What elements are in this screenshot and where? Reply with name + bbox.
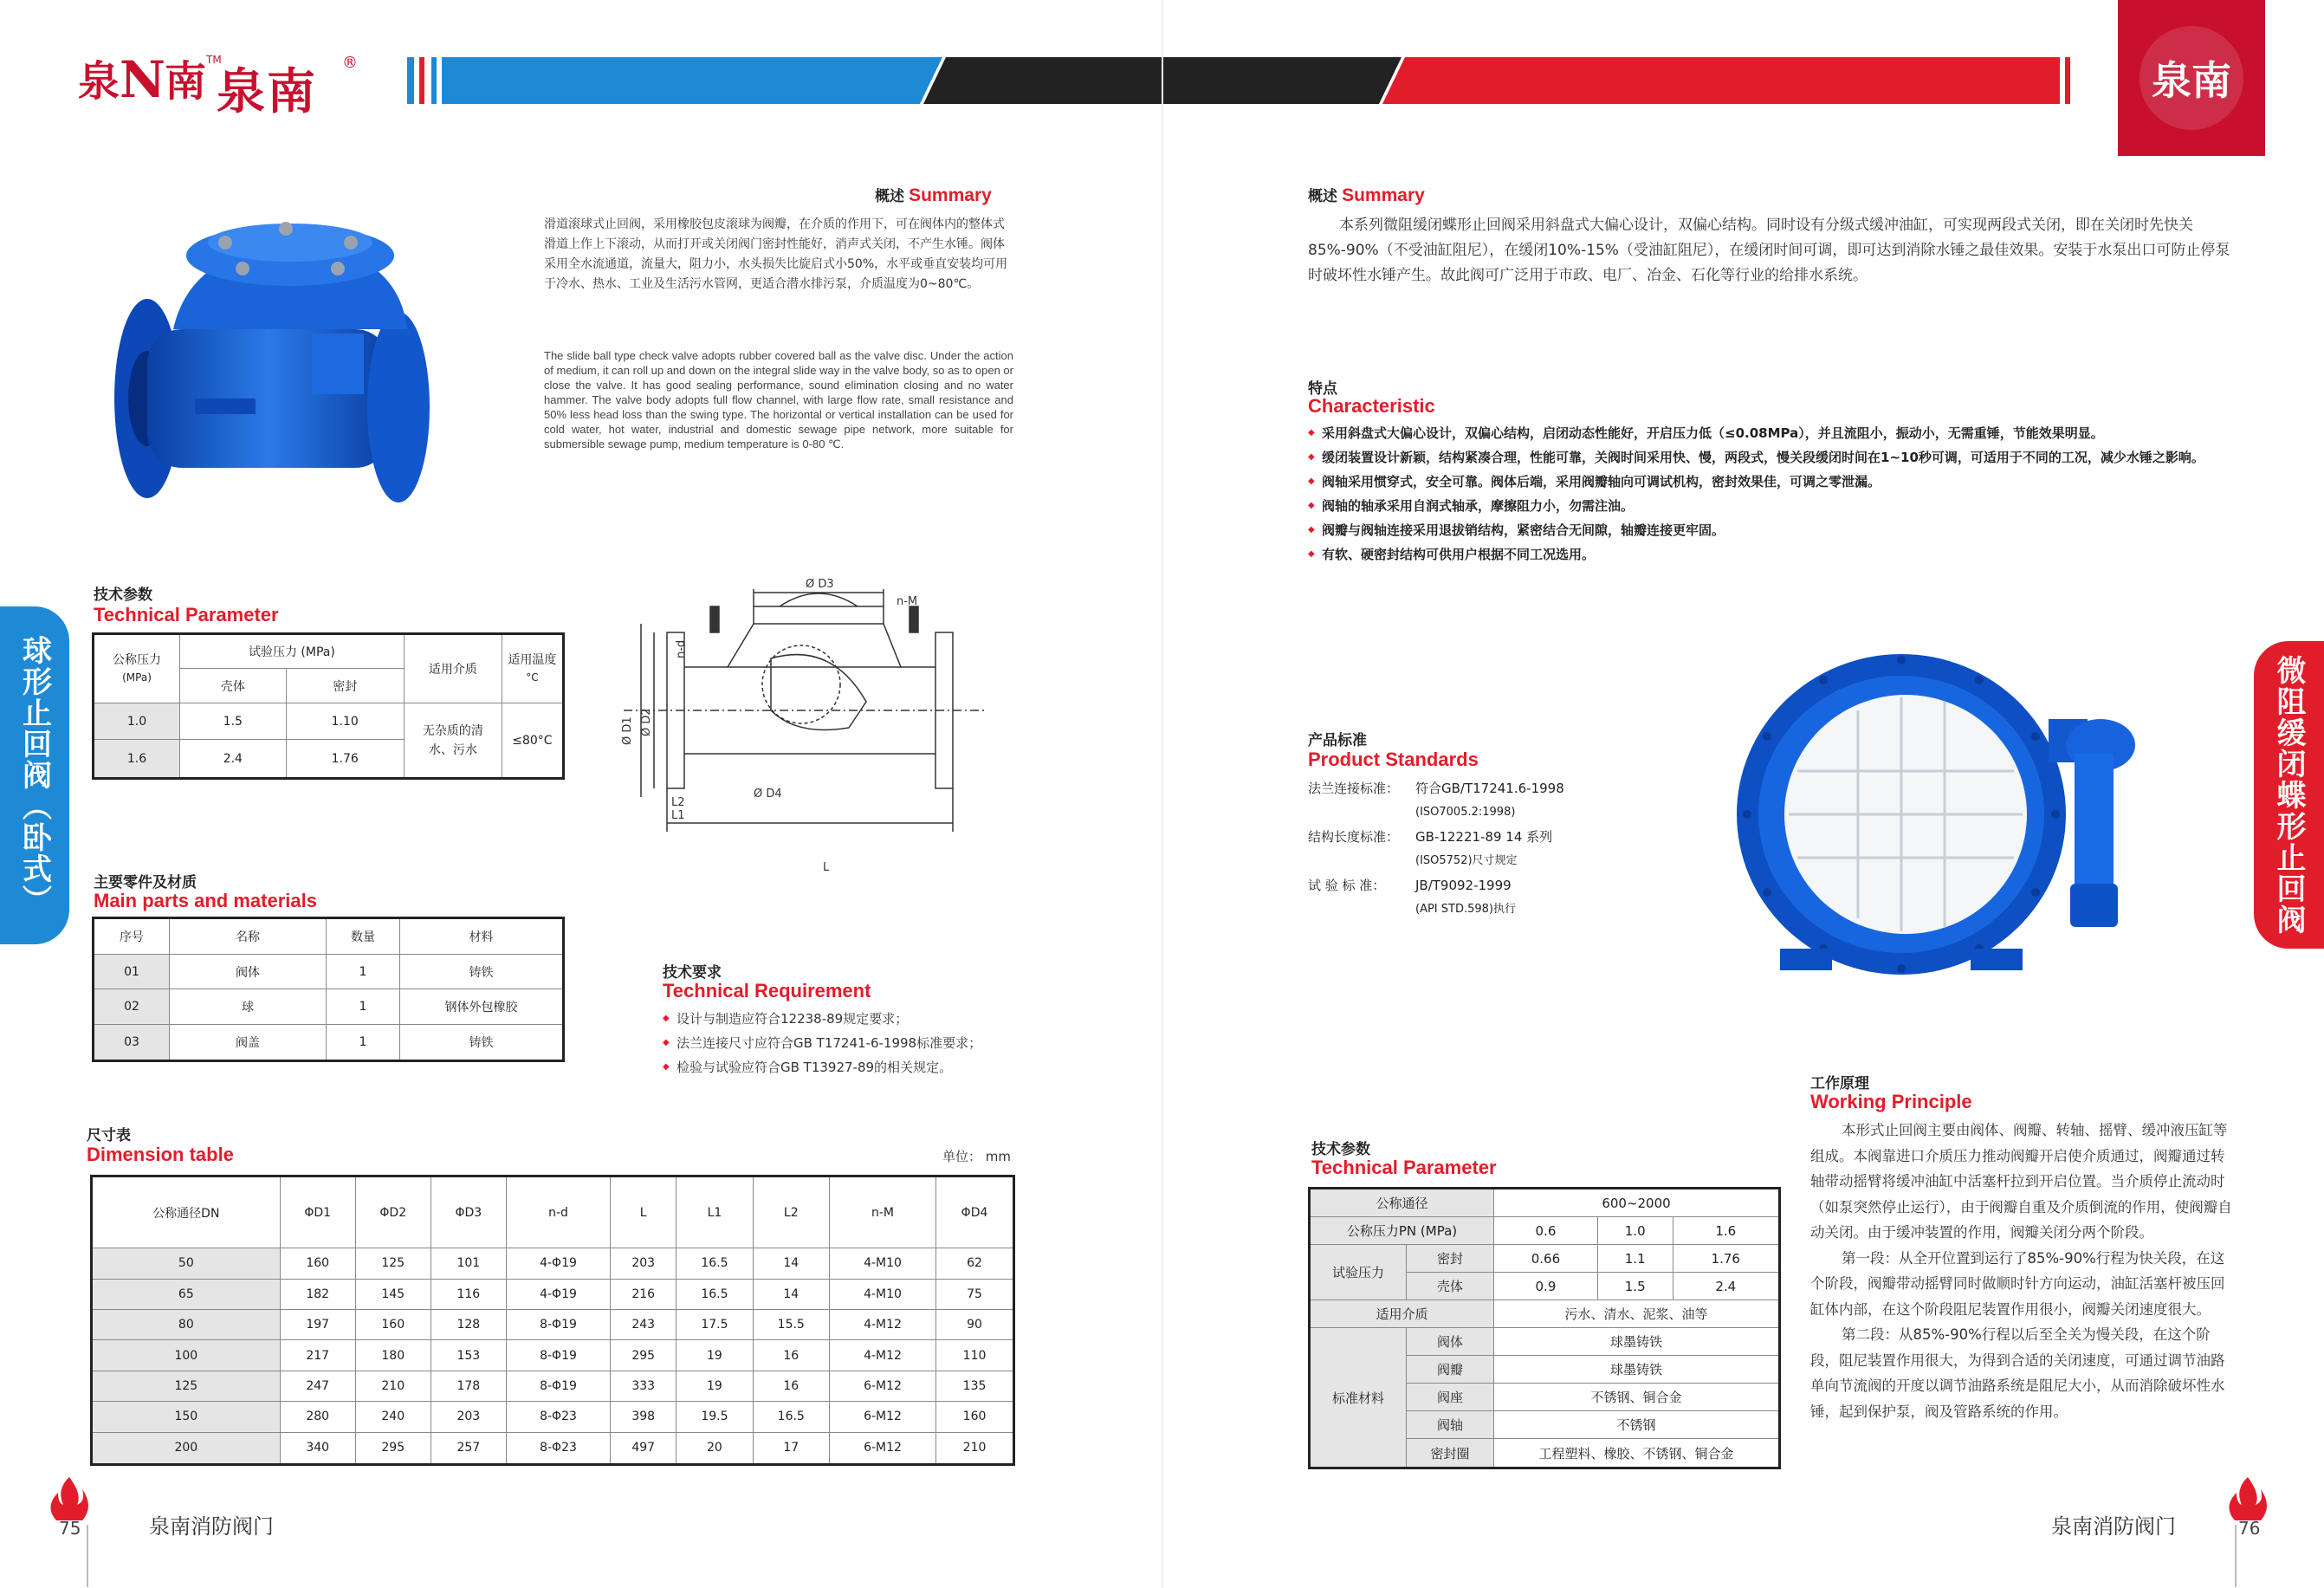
reg-mark: ®: [342, 54, 358, 72]
table-row: [92, 1432, 1014, 1465]
left-side-tab-label: 球形止回阀（卧式）: [16, 635, 52, 916]
list-item: 结构长度标准： GB-12221-89 14 系列: [1308, 829, 1553, 845]
table-row: 03 阀盖 1 铸铁: [94, 1024, 564, 1060]
right-tech-param-title-en: Technical Parameter: [1311, 1157, 1497, 1178]
label-d2: Ø D2: [640, 708, 653, 736]
table-cell: 178: [430, 1371, 506, 1401]
list-item: ◆ 设计与制造应符合12238-89规定要求；: [663, 1007, 981, 1031]
table-cell: 8-Φ19: [506, 1340, 610, 1371]
table-cell: 65: [92, 1279, 281, 1309]
th-temp: 适用温度 °C: [502, 634, 563, 703]
characteristic-title-en: Characteristic: [1308, 395, 1435, 417]
standards-list: [1308, 776, 1564, 922]
list-item: ◆ 法兰连接尺寸应符合GB T17241-6-1998标准要求；: [663, 1031, 981, 1055]
characteristic-title-zh: 特点: [1308, 380, 1337, 398]
table-cell: 182: [280, 1279, 355, 1309]
table-row: [92, 1310, 1014, 1340]
list-item: ◆ 阀轴的轴承采用自润式轴承，摩擦阻力小，勿需注油。: [1308, 494, 2235, 518]
temp-cell: ≤80°C: [502, 703, 563, 779]
table-cell: 100: [92, 1340, 281, 1371]
table-cell: 110: [936, 1340, 1014, 1371]
table-row: [92, 1371, 1014, 1401]
table-cell: 80: [92, 1310, 281, 1340]
characteristic-list: [1308, 421, 2235, 567]
left-footer-text: 泉南消防阀门: [149, 1514, 274, 1539]
table-row: [92, 1279, 1014, 1309]
list-item: ◆ 检验与试验应符合GB T13927-89的相关规定。: [663, 1055, 981, 1079]
left-tech-param-title-en: Technical Parameter: [94, 604, 279, 625]
table-cell: 6-M12: [829, 1432, 935, 1465]
left-summary-text-en: The slide ball type check valve adopts rubber covered ball as the valve disc. Under the action of medium, it can roll up and down on the integral slide way in the valve body, so as to open or close the valve. It has good sealing performance, sound elimination closing and no water hammer. The valve body adopts full flow channel, with large flow rate, small resistance and 50% less head loss than the swing type. The horizontal or vertical installation can be used for cold water, hot water, industrial and domestic sewage pipe network, more suitable for submersible sewage pump, medium temperature is 0-80 ℃.: [544, 349, 1013, 450]
table-cell: 4-Φ19: [506, 1279, 610, 1309]
right-tech-param-table: 公称通径 600~2000 公称压力PN (MPa) 0.6 1.0 1.6 试验压力 密封 0.66 1.1 1.76 壳体 0.9 1.5 2.4 适用介质 污水、清水、泥浆、油等 标准材料 阀体 球墨铸铁 阀瓣 球墨铸铁 阀座 不锈钢、铜合金 阀轴 不锈钢 密封圈 工程塑料、橡胶、不锈钢、铜合金: [1308, 1187, 1781, 1469]
table-cell: 497: [611, 1432, 676, 1465]
svg-text:泉: 泉: [78, 57, 120, 106]
table-cell: 8-Φ23: [506, 1402, 610, 1432]
table-cell: 125: [355, 1248, 430, 1279]
table-cell: 14: [753, 1279, 829, 1309]
th-seal: 密封: [286, 669, 404, 703]
table-cell: 153: [430, 1340, 506, 1371]
valve-section-drawing: [606, 572, 987, 884]
table-cell: 247: [280, 1371, 355, 1401]
list-item: ◆ 缓闭装置设计新颖，结构紧凑合理，性能可靠，关阀时间采用快、慢，两段式，慢关段缓闭时间在1~10秒可调，可适用于不同的工况，减少水锤之影响。: [1308, 445, 2235, 470]
principle-title-zh: 工作原理: [1810, 1075, 1869, 1092]
requirement-title-en: Technical Requirement: [663, 980, 871, 1001]
table-row: [92, 1248, 1014, 1279]
list-item: (ISO7005.2:1998): [1415, 806, 1516, 819]
table-cell: 17.5: [676, 1310, 753, 1340]
left-side-tab: [0, 606, 69, 944]
table-cell: 125: [92, 1371, 281, 1401]
th-test: 试验压力 (MPa): [180, 634, 405, 669]
table-cell: 197: [280, 1310, 355, 1340]
table-cell: 150: [92, 1402, 281, 1432]
table-cell: 160: [355, 1310, 430, 1340]
table-cell: 200: [92, 1432, 281, 1465]
principle-para: 第一段：从全开位置到运行了85%-90%行程为快关段，在这个阶段，阀瓣带动摇臂同时做顺时针方向运动，油缸活塞杆被压回缸体内部，在这个阶段阻尼装置作用很小，阀瓣关闭速度很大。: [1810, 1249, 2225, 1318]
brand-logo-text: 泉南: [217, 64, 317, 120]
table-cell: 62: [936, 1248, 1014, 1279]
table-cell: 257: [430, 1432, 506, 1465]
table-cell: 4-M10: [829, 1248, 935, 1279]
table-cell: 210: [355, 1371, 430, 1401]
dimension-title-en: Dimension table: [87, 1144, 234, 1165]
parts-title-en: Main parts and materials: [94, 890, 317, 911]
table-cell: 333: [611, 1371, 676, 1401]
table-row: [92, 1340, 1014, 1371]
table-row: [92, 1402, 1014, 1432]
dimension-table: 公称通径DN ΦD1 ΦD2 ΦD3 n-d L L1 L2 n-M ΦD4 50 160 125 101 4-Φ19 203 16.5 14 4-M10 62 65 182 145 116 4-Φ19 216 16.5 14 4-M10 75 80 197 160 128 8-Φ19 243 17.5 15.5 4-M12 90 100 217 180 153 8-Φ19 295 19 16 4-M12 110 125 247 210 178 8-Φ19 333 19 16 6-M12 135 150 280 240 203 8-Φ23 398 19.5 16.5 6-M12 160 200 340 295 257 8-Φ23 497 20 17 6-M12 210: [90, 1175, 1015, 1466]
brand-logo: [78, 50, 390, 120]
table-row: 01 阀体 1 铸铁: [94, 955, 564, 989]
table-cell: 90: [936, 1310, 1014, 1340]
th-medium: 适用介质: [404, 634, 502, 703]
table-cell: 180: [355, 1340, 430, 1371]
table-cell: 295: [355, 1432, 430, 1465]
right-footer-text: 泉南消防阀门: [2051, 1514, 2176, 1539]
table-cell: 295: [611, 1340, 676, 1371]
table-cell: 135: [936, 1371, 1014, 1401]
table-cell: 14: [753, 1248, 829, 1279]
svg-text:N: N: [120, 50, 166, 109]
table-cell: 6-M12: [829, 1371, 935, 1401]
table-cell: 8-Φ19: [506, 1371, 610, 1401]
table-cell: 17: [753, 1432, 829, 1465]
list-item: ◆ 阀轴采用惯穿式，安全可靠。阀体后端，采用阀瓣轴向可调试机构，密封效果佳，可调之零泄漏。: [1308, 470, 2235, 494]
table-cell: 217: [280, 1340, 355, 1371]
table-cell: 50: [92, 1248, 281, 1279]
medium-cell: 无杂质的清水、污水: [404, 703, 502, 779]
table-cell: 8-Φ23: [506, 1432, 610, 1465]
table-cell: 8-Φ19: [506, 1310, 610, 1340]
right-summary-title: 概述 Summary: [1308, 185, 1425, 205]
label-d1: Ø D1: [621, 716, 634, 745]
table-cell: 203: [430, 1402, 506, 1432]
label-l1: L1: [671, 809, 685, 822]
label-d4: Ø D4: [754, 788, 782, 800]
red-bar: [1382, 57, 2060, 104]
right-side-tab-label: 微阻缓闭蝶形止回阀: [2271, 654, 2306, 936]
table-cell: 240: [355, 1402, 430, 1432]
standards-title-en: Product Standards: [1308, 749, 1479, 770]
th-shell: 壳体: [180, 669, 287, 703]
table-cell: 20: [676, 1432, 753, 1465]
blue-bar: [442, 57, 942, 104]
table-cell: 101: [430, 1248, 506, 1279]
table-cell: 16.5: [676, 1279, 753, 1309]
parts-table: 序号 名称 数量 材料 01 阀体 1 铸铁 02 球 1 钢体外包橡胶 03 阀盖 1 铸铁: [92, 917, 565, 1062]
table-cell: 4-Φ19: [506, 1248, 610, 1279]
table-cell: 145: [355, 1279, 430, 1309]
table-row: 02 球 1 钢体外包橡胶: [94, 989, 564, 1024]
table-row: 1.6 2.4 1.76: [94, 740, 564, 779]
table-cell: 160: [280, 1248, 355, 1279]
table-cell: 19: [676, 1340, 753, 1371]
list-item: 法兰连接标准： 符合GB/T17241.6-1998: [1308, 781, 1564, 796]
label-nd: n-d: [675, 639, 688, 658]
list-item: (API STD.598)执行: [1415, 903, 1516, 916]
label-d3: Ø D3: [806, 578, 834, 591]
left-page-number: 75: [59, 1518, 81, 1539]
left-tech-param-table: [92, 632, 565, 780]
label-l: L: [823, 861, 830, 874]
list-item: ◆ 阀瓣与阀轴连接采用退拔销结构，紧密结合无间隙，轴瓣连接更牢固。: [1308, 518, 2235, 542]
tm-mark: TM: [206, 54, 222, 66]
label-l2: L2: [671, 796, 685, 809]
dimension-title-zh: 尺寸表: [87, 1127, 131, 1144]
table-cell: 75: [936, 1279, 1014, 1309]
principle-text: [1810, 1118, 2235, 1424]
table-cell: 19.5: [676, 1402, 753, 1432]
table-cell: 4-M10: [829, 1279, 935, 1309]
label-nm: n-M: [897, 595, 918, 608]
dimension-unit: 单位： mm: [942, 1149, 1011, 1164]
th-nominal: 公称压力 (MPa): [94, 634, 180, 703]
list-item: ◆ 有软、硬密封结构可供用户根据不同工况选用。: [1308, 542, 2235, 567]
right-side-tab: [2254, 641, 2324, 949]
table-cell: 398: [611, 1402, 676, 1432]
table-cell: 116: [430, 1279, 506, 1309]
table-row: 1.0 1.5 1.10 无杂质的清水、污水 ≤80°C: [94, 703, 564, 740]
svg-text:南: 南: [165, 57, 207, 106]
principle-para: 第二段：从85%-90%行程以后至全关为慢关段，在这个阶段，阻尼装置作用很大，为得到合适的关闭速度，可通过调节油路单向节流阀的开度以调节油路系统是阻尼大小，从而消除破坏性水锤，起到保护泵，阀及管路系统的作用。: [1810, 1326, 2225, 1420]
left-tech-param-title-zh: 技术参数: [94, 587, 152, 604]
page-fold: [1162, 0, 1163, 1588]
butterfly-valve-image: [1728, 641, 2170, 988]
requirement-list: [663, 1007, 981, 1079]
table-cell: 203: [611, 1248, 676, 1279]
corner-logo: [2118, 0, 2265, 156]
table-cell: 16.5: [676, 1248, 753, 1279]
table-cell: 4-M12: [829, 1310, 935, 1340]
right-page-number: 76: [2238, 1518, 2261, 1539]
requirement-title-zh: 技术要求: [663, 964, 722, 982]
table-cell: 16: [753, 1340, 829, 1371]
standards-title-zh: 产品标准: [1308, 732, 1367, 749]
table-cell: 280: [280, 1402, 355, 1432]
table-cell: 4-M12: [829, 1340, 935, 1371]
principle-title-en: Working Principle: [1810, 1091, 1972, 1112]
list-item: 试 验 标 准： JB/T9092-1999: [1308, 878, 1512, 893]
ball-check-valve-image: [113, 217, 459, 528]
right-tech-param-title-zh: 技术参数: [1311, 1141, 1370, 1158]
header-bars: [407, 52, 2079, 107]
table-cell: 128: [430, 1310, 506, 1340]
right-summary-text: 本系列微阻缓闭蝶形止回阀采用斜盘式大偏心设计，双偏心结构。同时设有分级式缓冲油缸，可实现两段式关闭，即在关闭时先快关85%-90%（不受油缸阻尼），在缓闭10%-15%（受油缸阻尼），在缓闭时间可调，即可达到消除水锤之最佳效果。安装于水泵出口可防止停泵时破坏性水锤产生。故此阀可广泛用于市政、电厂、冶金、石化等行业的给排水系统。: [1308, 217, 2230, 284]
parts-title-zh: 主要零件及材质: [94, 874, 197, 891]
table-cell: 6-M12: [829, 1402, 935, 1432]
table-cell: 19: [676, 1371, 753, 1401]
table-cell: 16: [753, 1371, 829, 1401]
list-item: (ISO5752)尺寸规定: [1415, 854, 1518, 867]
table-cell: 15.5: [753, 1310, 829, 1340]
table-cell: 160: [936, 1402, 1014, 1432]
table-cell: 16.5: [753, 1402, 829, 1432]
table-cell: 210: [936, 1432, 1014, 1465]
left-summary-text-zh: 滑道滚球式止回阀，采用橡胶包皮滚球为阀瓣，在介质的作用下，可在阀体内的整体式滑道上作上下滚动，从而打开或关闭阀门密封性能好，消声式关闭，不产生水锤。阀体采用全水流通道，流量大，阻力小，水头损失比旋启式小50%，水平或垂直安装均可用于冷水、热水、工业及生活污水管网，更适合潜水排污泵，介质温度为0~80℃。: [544, 217, 1008, 291]
corner-logo-text: 泉南: [2152, 57, 2231, 104]
list-item: ◆ 采用斜盘式大偏心设计，双偏心结构，启闭动态性能好，开启压力低（≤0.08MPa），并且流阻小，振动小，无需重锤，节能效果明显。: [1308, 421, 2235, 445]
table-cell: 216: [611, 1279, 676, 1309]
left-summary-title: 概述 Summary: [875, 185, 992, 205]
table-cell: 340: [280, 1432, 355, 1465]
table-cell: 243: [611, 1310, 676, 1340]
principle-para: 本形式止回阀主要由阀体、阀瓣、转轴、摇臂、缓冲液压缸等组成。本阀靠进口介质压力推动阀瓣开启使介质通过，阀瓣通过转轴带动摇臂将缓冲油缸中活塞杆拉到开启位置。当介质停止流动时（如泵突然停止运行），由于阀瓣自重及介质倒流的作用，使阀瓣自动关闭。由于缓冲装置的作用，阀瓣关闭分两个阶段。: [1810, 1122, 2232, 1241]
